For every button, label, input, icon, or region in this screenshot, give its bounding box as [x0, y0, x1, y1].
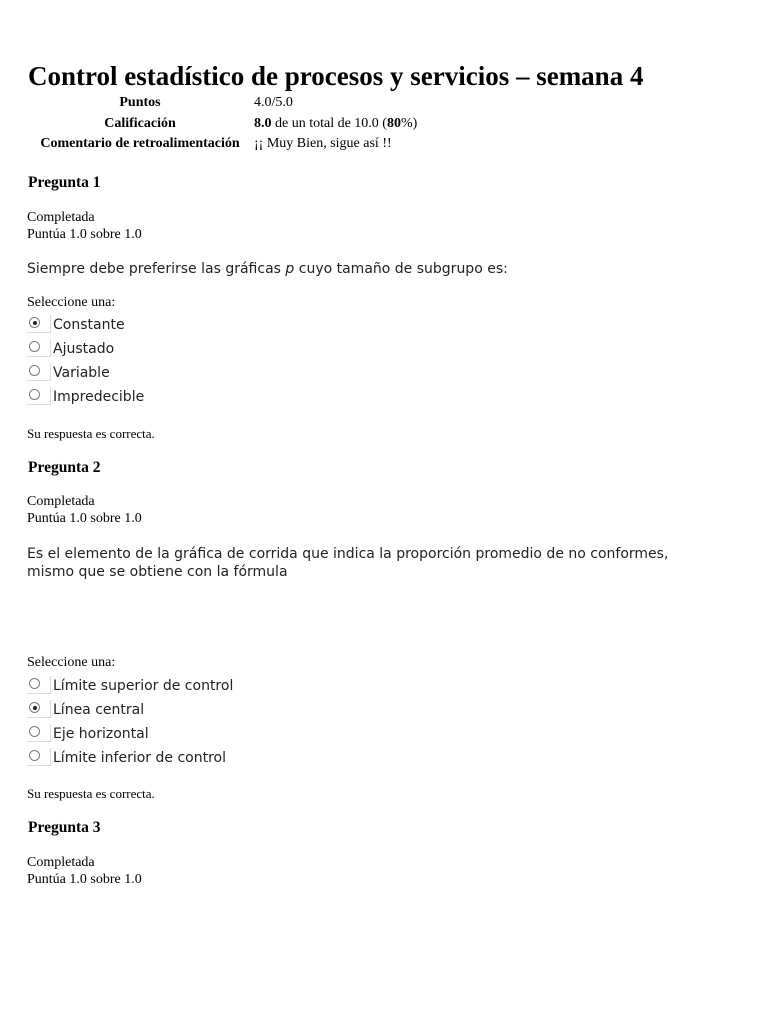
question-2-prompt: Seleccione una: — [27, 655, 116, 670]
option-label[interactable]: Línea central — [53, 702, 145, 718]
question-2-state: Completada — [27, 494, 95, 509]
radio-button[interactable] — [27, 387, 51, 405]
question-1-variable: p — [285, 261, 295, 277]
option-linea-central[interactable] — [27, 700, 327, 724]
question-1-text — [27, 260, 747, 278]
option-eje-horizontal[interactable] — [27, 724, 327, 748]
option-label[interactable]: Constante — [53, 317, 125, 333]
question-2-mark: Puntúa 1.0 sobre 1.0 — [27, 510, 142, 526]
radio-circle — [29, 678, 40, 689]
radio-circle — [29, 317, 40, 328]
grade-total: de un total de 10.0 ( — [271, 115, 387, 131]
option-label[interactable]: Límite superior de control — [53, 678, 234, 694]
radio-button[interactable] — [27, 315, 51, 333]
feedback-value: ¡¡ Muy Bien, sigue así !! — [254, 136, 392, 151]
option-label[interactable]: Impredecible — [53, 389, 145, 405]
radio-circle — [29, 702, 40, 713]
page-title: Control estadístico de procesos y servicios – semana 4 — [28, 61, 644, 91]
option-label[interactable]: Variable — [53, 365, 110, 381]
radio-button[interactable] — [27, 363, 51, 381]
radio-button[interactable] — [27, 724, 51, 742]
option-constante[interactable] — [27, 315, 327, 339]
question-2-info — [27, 494, 142, 527]
question-3-info — [27, 855, 142, 888]
radio-button[interactable] — [27, 748, 51, 766]
points-value: 4.0/5.0 — [254, 95, 293, 110]
summary-row-points — [28, 95, 417, 116]
radio-button[interactable] — [27, 676, 51, 694]
question-2-text-line-1: Es el elemento de la gráfica de corrida que indica la proporción promedio de no conformes, — [27, 546, 669, 562]
question-1-state: Completada — [27, 210, 95, 225]
question-1-info — [27, 210, 142, 243]
question-3-mark: Puntúa 1.0 sobre 1.0 — [27, 871, 142, 887]
option-limite-inferior[interactable] — [27, 748, 327, 772]
question-2-heading: Pregunta 2 — [28, 459, 101, 476]
question-2-text — [27, 545, 747, 581]
question-2-text-line-2: mismo que se obtiene con la fórmula — [27, 564, 288, 580]
question-3-state: Completada — [27, 855, 95, 870]
question-3-heading: Pregunta 3 — [28, 819, 101, 836]
question-1-text-end: cuyo tamaño de subgrupo es: — [294, 261, 508, 277]
radio-circle — [29, 726, 40, 737]
question-1-prompt: Seleccione una: — [27, 295, 116, 310]
question-2-feedback: Su respuesta es correcta. — [27, 786, 155, 801]
option-variable[interactable] — [27, 363, 327, 387]
radio-button[interactable] — [27, 339, 51, 357]
radio-circle — [29, 750, 40, 761]
summary-row-grade — [28, 116, 417, 137]
option-limite-superior[interactable] — [27, 676, 327, 700]
question-1-options — [27, 315, 327, 411]
grade-score: 8.0 — [254, 115, 272, 131]
option-label[interactable]: Eje horizontal — [53, 726, 149, 742]
feedback-label: Comentario de retroalimentación — [40, 136, 240, 151]
question-2-options — [27, 676, 327, 772]
quiz-summary-table — [28, 95, 417, 157]
radio-circle — [29, 341, 40, 352]
option-impredecible[interactable] — [27, 387, 327, 411]
option-label[interactable]: Límite inferior de control — [53, 750, 226, 766]
radio-circle — [29, 365, 40, 376]
question-1-heading: Pregunta 1 — [28, 174, 101, 191]
points-label: Puntos — [119, 95, 161, 110]
option-label[interactable]: Ajustado — [53, 341, 115, 357]
question-1-mark: Puntúa 1.0 sobre 1.0 — [27, 226, 142, 242]
radio-selected-dot — [33, 321, 37, 325]
radio-selected-dot — [33, 706, 37, 710]
grade-percent-suffix: %) — [400, 115, 418, 131]
radio-button[interactable] — [27, 700, 51, 718]
summary-row-feedback — [28, 136, 417, 157]
grade-value — [252, 116, 417, 137]
question-1-feedback: Su respuesta es correcta. — [27, 426, 155, 441]
radio-circle — [29, 389, 40, 400]
grade-percent: 80 — [386, 115, 401, 131]
grade-label: Calificación — [104, 115, 176, 131]
question-1-text-start: Siempre debe preferirse las gráficas — [27, 261, 286, 277]
option-ajustado[interactable] — [27, 339, 327, 363]
